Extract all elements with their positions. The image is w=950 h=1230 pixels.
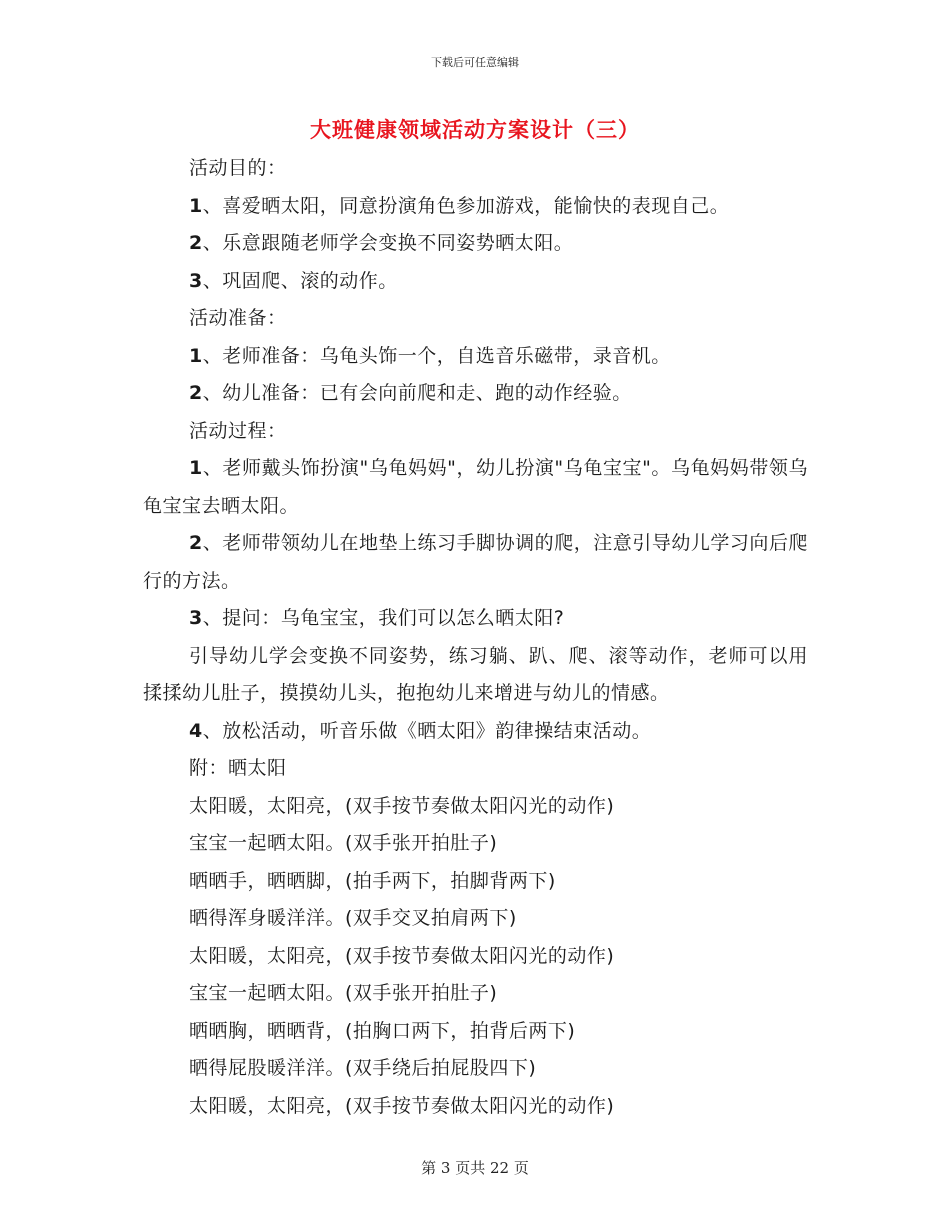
goal-item [143,225,808,263]
goals-heading: 活动目的： [189,157,287,179]
page-number: 第 3 页共 22 页 [421,1159,529,1177]
prep-item [143,338,808,376]
song-line: 晒晒手，晒晒脚，(拍手两下，拍脚背两下) [189,869,556,892]
process-item [143,525,808,600]
song-line: 晒得屁股暖洋洋。(双手绕后拍屁股四下) [189,1057,537,1079]
process-heading: 活动过程： [189,419,287,442]
process-text: 引导幼儿学会变换不同姿势，练习躺、趴、爬、滚等动作，老师可以用揉揉幼儿肚子，摸摸幼儿头，抱抱幼儿来增进与幼儿的情感。 [143,644,808,704]
process-number: 2 [189,532,203,554]
song-line: 宝宝一起晒太阳。(双手张开拍肚子) [189,982,498,1004]
process-item [143,713,808,751]
song-line: 晒晒胸，晒晒背，(拍胸口两下，拍背后两下) [189,1019,576,1042]
song-line: 太阳暖，太阳亮，(双手按节奏做太阳闪光的动作) [189,1094,615,1117]
song-line: 宝宝一起晒太阳。(双手张开拍肚子) [189,832,498,854]
song-line: 太阳暖，太阳亮，(双手按节奏做太阳闪光的动作) [189,794,615,817]
prep-item [143,375,808,413]
song-line: 晒得浑身暖洋洋。(双手交叉拍肩两下) [189,907,517,929]
page-title: 大班健康领域活动方案设计（三） [310,117,640,142]
prep-heading: 活动准备： [189,307,287,329]
goal-text: 、喜爱晒太阳，同意扮演角色参加游戏，能愉快的表现自己。 [202,194,730,217]
process-number: 1 [189,457,203,479]
process-number: 3 [189,607,203,629]
process-item [143,600,808,638]
prep-number: 2 [189,382,203,404]
process-text: 、老师戴头饰扮演"乌龟妈妈"，幼儿扮演"乌龟宝宝"。乌龟妈妈带领乌龟宝宝去晒太阳。 [143,457,808,517]
process-paragraph [143,638,808,713]
goal-number: 2 [189,232,203,254]
document-body [143,150,808,1125]
goal-number: 3 [189,269,203,292]
process-text: 、放松活动，听音乐做《晒太阳》韵律操结束活动。 [202,719,652,742]
goal-text: 、巩固爬、滚的动作。 [202,269,398,292]
process-number: 4 [189,719,203,742]
goal-item [143,188,808,226]
prep-text: 、幼儿准备：已有会向前爬和走、跑的动作经验。 [202,382,632,404]
prep-text: 、老师准备：乌龟头饰一个，自选音乐磁带，录音机。 [202,344,671,367]
process-text: 、老师带领幼儿在地垫上练习手脚协调的爬，注意引导幼儿学习向后爬行的方法。 [143,532,808,592]
goal-text: 、乐意跟随老师学会变换不同姿势晒太阳。 [202,232,574,254]
header-note: 下载后可任意编辑 [431,56,519,69]
process-item [143,450,808,525]
prep-number: 1 [189,344,203,367]
appendix-heading: 附：晒太阳 [189,757,287,779]
process-text: 、提问：乌龟宝宝，我们可以怎么晒太阳? [202,607,565,629]
song-line: 太阳暖，太阳亮，(双手按节奏做太阳闪光的动作) [189,944,615,967]
goal-number: 1 [189,194,203,217]
goal-item [143,263,808,301]
